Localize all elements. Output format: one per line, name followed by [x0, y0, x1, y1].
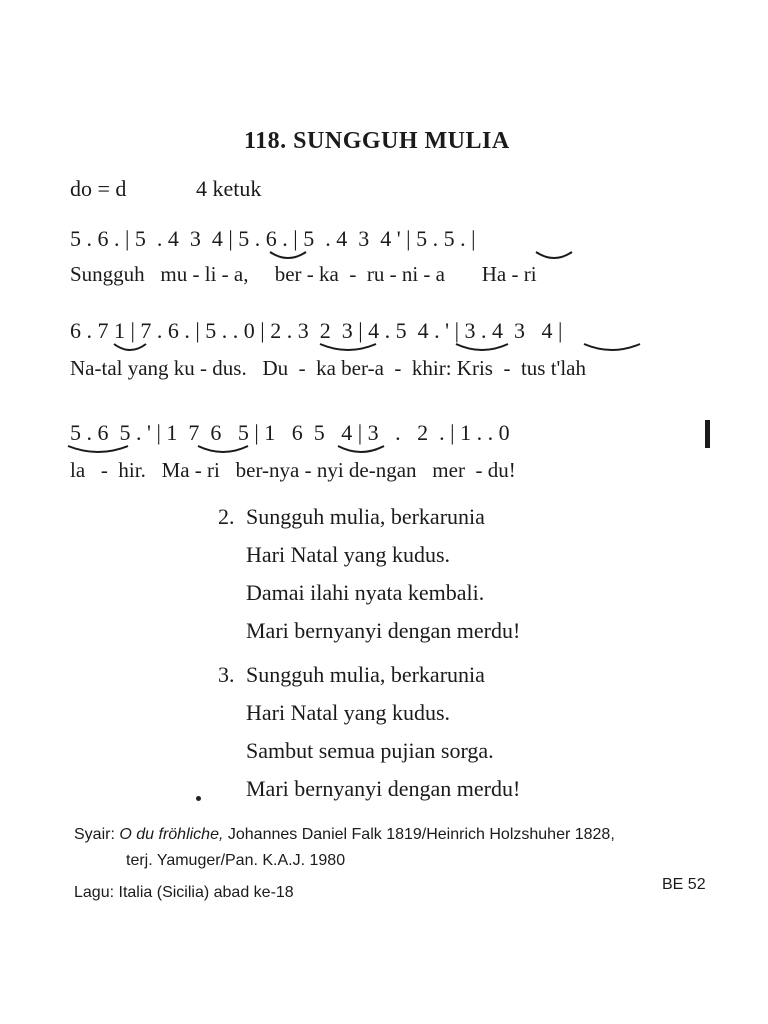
- verse-3-number: 3.: [218, 662, 235, 687]
- lyrics-line-3: la - hir. Ma - ri ber-nya - nyi de-ngan mer - du!: [70, 458, 516, 482]
- lagu-label: Lagu:: [74, 884, 115, 901]
- credits-syair: [74, 826, 615, 844]
- syair-title: O du fröhliche,: [119, 826, 224, 843]
- slur-mark: [268, 250, 308, 264]
- verse-2-line-3: Damai ilahi nyata kembali.: [246, 580, 485, 605]
- credits-translation: terj. Yamuger/Pan. K.A.J. 1980: [126, 852, 346, 869]
- song-title: 118. SUNGGUH MULIA: [244, 128, 510, 154]
- verse-3-line-3: Sambut semua pujian sorga.: [246, 738, 494, 763]
- slur-mark: [336, 444, 386, 458]
- lagu-origin: Italia (Sicilia) abad ke-18: [118, 884, 294, 901]
- verse-3-line-4: Mari bernyanyi dengan merdu!: [246, 776, 521, 801]
- lyrics-line-1: Sungguh mu - li - a, ber - ka - ru - ni - a Ha - ri: [70, 262, 537, 286]
- slur-mark: [112, 342, 148, 356]
- slur-mark: [196, 444, 250, 458]
- verse-2-line-2: Hari Natal yang kudus.: [246, 542, 451, 567]
- credits-lagu: [74, 884, 294, 902]
- notation-line-3: 5 . 6 5 . ' | 1 7 6 5 | 1 6 5 4 | 3 . 2 . | 1 . . 0: [70, 420, 510, 445]
- slur-mark: [582, 342, 642, 356]
- verse-2-number: 2.: [218, 504, 235, 529]
- lyrics-line-2: Na-tal yang ku - dus. Du - ka ber-a - khir: Kris - tus t'lah: [70, 356, 586, 380]
- hymn-code: BE 52: [662, 876, 706, 893]
- syair-authors: Johannes Daniel Falk 1819/Heinrich Holzshuher 1828,: [227, 826, 615, 843]
- notation-line-2: 6 . 7 1 | 7 . 6 . | 5 . . 0 | 2 . 3 2 3 | 4 . 5 4 . ' | 3 . 4 3 4 |: [70, 318, 563, 343]
- final-barline: [705, 420, 710, 448]
- slur-mark: [66, 444, 130, 458]
- verse-2-line-1: Sungguh mulia, berkarunia: [246, 504, 485, 529]
- notation-line-1: 5 . 6 . | 5 . 4 3 4 | 5 . 6 . | 5 . 4 3 4 ' | 5 . 5 . |: [70, 226, 476, 251]
- verse-2-line-4: Mari bernyanyi dengan merdu!: [246, 618, 521, 643]
- slur-mark: [534, 250, 574, 264]
- time-signature: 4 ketuk: [196, 176, 262, 201]
- ink-dot: [196, 796, 201, 801]
- verse-3-line-2: Hari Natal yang kudus.: [246, 700, 451, 725]
- slur-mark: [454, 342, 510, 356]
- syair-label: Syair:: [74, 826, 115, 843]
- key-signature: do = d: [70, 176, 127, 201]
- slur-mark: [318, 342, 378, 356]
- verse-3-line-1: Sungguh mulia, berkarunia: [246, 662, 485, 687]
